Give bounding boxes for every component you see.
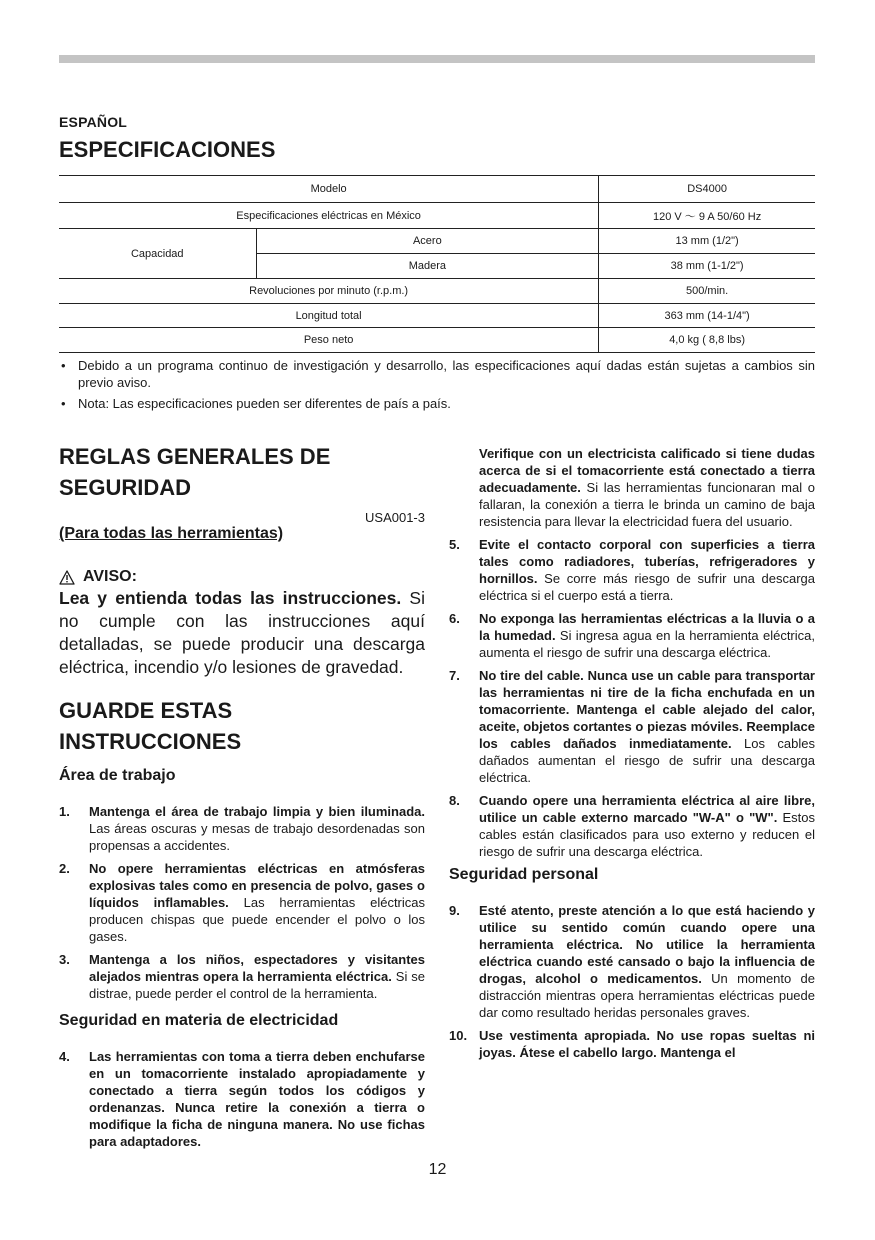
rpm-value: 500/min. [599,279,815,304]
table-row [59,176,815,203]
capacity-label: Capacidad [59,229,256,279]
rules-list-work-area [59,803,425,1002]
list-item: 8. Cuando opere una herramienta eléctrica al aire libre, utilice un cable externo marcado "W-A" o "W". Estos cables están clasificados para uso externo y reducen el riesgo de sufrir una descarga eléctrica. [449,793,816,859]
rules-list-personal [449,902,815,1061]
list-item: • Nota: Las especificaciones pueden ser diferentes de país a país. [59,395,815,412]
left-column [59,441,425,1156]
warning-triangle-icon [59,570,75,585]
table-row [59,328,815,353]
list-item: 7. No tire del cable. Nunca use un cable para transportar las herramientas ni tire de la ficha enchufada en un tomacorriente. Mantenga el cable alejado del calor, aceite, objetos cortantes o piezas móviles. Reemplace los cables dañados inmediatamente. Los cables dañados aumentan el riesgo de sufrir una descarga eléctrica. [449,668,815,785]
model-label: Modelo [59,176,599,203]
length-value: 363 mm (14-1/4") [599,304,815,328]
warning-label: AVISO: [83,568,137,585]
list-item: 2. No opere herramientas eléctricas en atmósferas explosivas tales como en presencia de polvo, gases o líquidos inflamables. Las herramientas eléctricas producen chispas que puede encender el polvo o los gases. [59,861,425,944]
spec-notes [59,357,815,416]
rpm-label: Revoluciones por minuto (r.p.m.) [59,279,599,304]
wood-label: Madera [256,254,599,279]
list-item-continuation: Verifique con un electricista calificado si tiene dudas acerca de si el tomacorriente está conectado a tierra adecuadamente. Si las herramientas funcionaran mal o fallaran, la conexión a tierra le brinda un camino de baja resistencia para llevar la electricidad fuera del usuario. [479,446,815,529]
list-item: 4. Las herramientas con toma a tierra deben enchufarse en un tomacorriente instalado apropiadamente y conectado a tierra según todos los códigos y ordenanzas. Nunca retire la conexión a tierra o modifique la ficha de ninguna manera. No use fichas para adaptadores. [59,1049,425,1149]
rules-list-electrical-cont [449,536,815,860]
specifications-table [59,175,815,353]
wood-value: 38 mm (1-1/2") [599,254,815,279]
right-column [449,445,815,1067]
section-work-area: Área de trabajo [59,767,176,784]
page-title: ESPECIFICACIONES [59,137,276,162]
table-row [59,203,815,229]
list-item: • Debido a un programa continuo de investigación y desarrollo, las especificaciones aquí dadas están sujetas a cambios sin previo aviso. [59,357,815,391]
table-row [59,304,815,328]
language-label: ESPAÑOL [59,114,128,130]
list-item: 3. Mantenga a los niños, espectadores y visitantes alejados mientras opera la herramienta eléctrica. Si se distrae, puede perder el control de la herramienta. [59,952,426,1001]
save-instructions-title: GUARDE ESTAS INSTRUCCIONES [59,698,242,754]
section-personal: Seguridad personal [449,866,599,883]
length-label: Longitud total [59,304,599,328]
warning-heading [59,568,425,586]
table-row [59,229,815,254]
electrical-value: 120 V ～ 9 A 50/60 Hz [599,203,815,229]
section-electrical: Seguridad en materia de electricidad [59,1012,339,1029]
safety-title: REGLAS GENERALES DE SEGURIDAD [59,444,331,500]
weight-label: Peso neto [59,328,599,353]
rules-list-electrical [59,1048,425,1150]
steel-label: Acero [256,229,599,254]
list-item: 1. Mantenga el área de trabajo limpia y bien iluminada. Las áreas oscuras y mesas de trabajo desordenadas son propensas a accidentes. [59,804,425,853]
list-item: 5. Evite el contacto corporal con superficies a tierra tales como radiadores, tuberías, refrigeradores y hornillos. Se corre más riesgo de sufrir una descarga eléctrica si el cuerpo está a tierra. [449,537,815,603]
list-item: 9. Esté atento, preste atención a lo que está haciendo y utilice su sentido común cuando opere una herramienta eléctrica. No utilice la herramienta eléctrica cuando esté cansado o bajo la influencia de drogas, alcohol o medicamentos. Un momento de distracción mientras opera herramientas eléctricas puede dar como resultado heridas personales graves. [449,903,815,1020]
page-number: 12 [428,1161,447,1178]
warning-text: Lea y entienda todas las instrucciones. Si no cumple con las instrucciones aquí detalladas, se puede producir una descarga eléctrica, incendio y/o lesiones de gravedad. [59,588,425,677]
list-item: 10. Use vestimenta apropiada. No use ropas sueltas ni joyas. Átese el cabello largo. Mantenga el [449,1028,815,1060]
weight-value: 4,0 kg ( 8,8 lbs) [599,328,815,353]
safety-subtitle: (Para todas las herramientas) [59,525,284,542]
model-value: DS4000 [599,176,815,203]
table-row [59,279,815,304]
document-code: USA001-3 [365,510,425,525]
electrical-label: Especificaciones eléctricas en México [59,203,599,229]
top-rule [59,55,815,63]
list-item: 6. No exponga las herramientas eléctricas a la lluvia o a la humedad. Si ingresa agua en la herramienta eléctrica, aumenta el riesgo de sufrir una descarga eléctrica. [449,611,815,660]
steel-value: 13 mm (1/2") [599,229,815,254]
